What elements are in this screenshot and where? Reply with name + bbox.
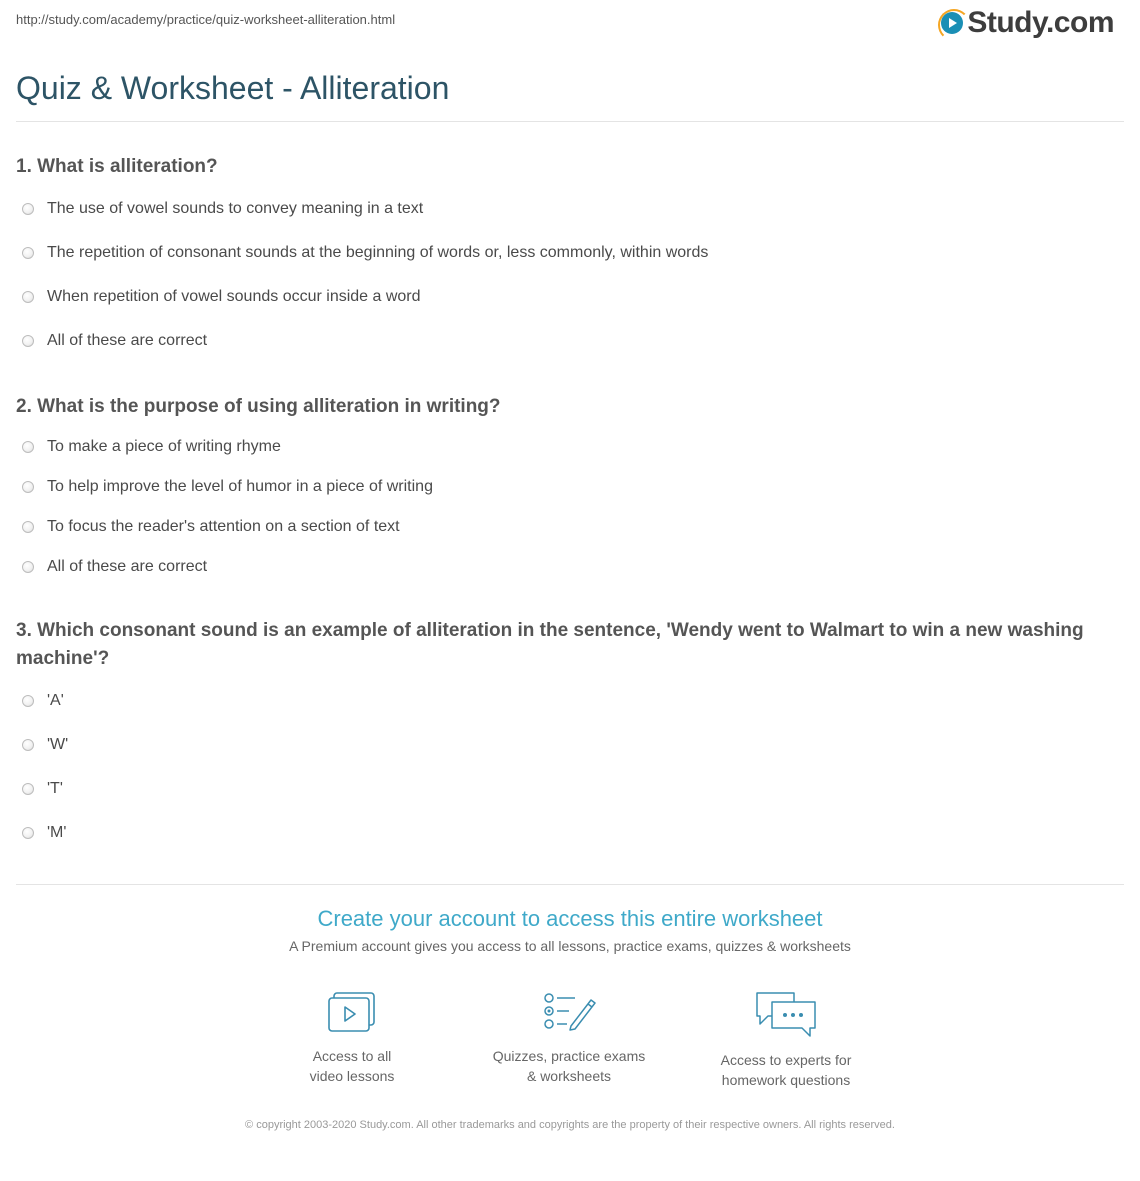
- radio-button[interactable]: [22, 291, 34, 303]
- answer-text: The use of vowel sounds to convey meaning in a text: [47, 200, 424, 217]
- answer-text: All of these are correct: [47, 558, 208, 575]
- answer-text: 'W': [47, 736, 69, 753]
- answer-text: When repetition of vowel sounds occur inside a word: [47, 288, 421, 305]
- answer-text: 'M': [47, 824, 67, 841]
- answer-text: All of these are correct: [47, 332, 208, 349]
- answer-text: The repetition of consonant sounds at the beginning of words or, less commonly, within words: [47, 244, 709, 261]
- feature-label-line: Access to all: [312, 1048, 392, 1064]
- feature-label-line: homework questions: [721, 1072, 851, 1088]
- page-url[interactable]: http://study.com/academy/practice/quiz-worksheet-alliteration.html: [16, 12, 396, 27]
- feature-label-line: & worksheets: [526, 1068, 612, 1084]
- play-logo-icon: [941, 12, 963, 34]
- answer-option[interactable]: [22, 478, 433, 496]
- premium-description: A Premium account gives you access to all lessons, practice exams, quizzes & worksheets: [289, 938, 851, 954]
- feature-video-lessons: [262, 990, 442, 1086]
- answer-option[interactable]: [22, 692, 64, 710]
- question-3: 3. Which consonant sound is an example of alliteration in the sentence, 'Wendy went to Walmart to win a new washing machine'?: [16, 620, 1084, 669]
- answer-option[interactable]: [22, 736, 68, 754]
- radio-button[interactable]: [22, 203, 34, 215]
- question-1: 1. What is alliteration?: [16, 156, 218, 177]
- radio-button[interactable]: [22, 335, 34, 347]
- quiz-checklist-icon: [541, 990, 597, 1036]
- answer-option[interactable]: [22, 200, 423, 218]
- answer-option[interactable]: [22, 558, 207, 576]
- answer-text: 'A': [47, 692, 64, 709]
- feature-label-line: Quizzes, practice exams: [492, 1048, 646, 1064]
- logo-text: Study.com: [967, 6, 1114, 39]
- feature-quizzes: [479, 990, 659, 1086]
- answer-text: To focus the reader's attention on a section of text: [47, 518, 400, 535]
- study-logo[interactable]: [941, 6, 1114, 40]
- radio-button[interactable]: [22, 827, 34, 839]
- feature-label-line: Access to experts for: [720, 1052, 852, 1068]
- answer-text: To help improve the level of humor in a piece of writing: [47, 478, 433, 495]
- expert-chat-icon: [754, 990, 818, 1040]
- radio-button[interactable]: [22, 739, 34, 751]
- answer-option[interactable]: [22, 780, 63, 798]
- copyright-notice: © copyright 2003-2020 Study.com. All other trademarks and copyrights are the property of their respective owners. All rights reserved.: [245, 1119, 895, 1131]
- feature-label-line: video lessons: [309, 1068, 395, 1084]
- question-2: 2. What is the purpose of using alliteration in writing?: [16, 396, 501, 417]
- radio-button[interactable]: [22, 561, 34, 573]
- page-title: Quiz & Worksheet - Alliteration: [16, 70, 450, 106]
- create-account-link[interactable]: Create your account to access this entire worksheet: [317, 906, 823, 931]
- title-divider: [16, 121, 1124, 122]
- answer-option[interactable]: [22, 438, 281, 456]
- answer-option[interactable]: [22, 332, 207, 350]
- radio-button[interactable]: [22, 783, 34, 795]
- radio-button[interactable]: [22, 481, 34, 493]
- answer-text: To make a piece of writing rhyme: [47, 438, 281, 455]
- answer-option[interactable]: [22, 244, 708, 262]
- answer-option[interactable]: [22, 824, 66, 842]
- answer-option[interactable]: [22, 288, 421, 306]
- radio-button[interactable]: [22, 247, 34, 259]
- radio-button[interactable]: [22, 441, 34, 453]
- radio-button[interactable]: [22, 521, 34, 533]
- radio-button[interactable]: [22, 695, 34, 707]
- answer-text: 'T': [47, 780, 63, 797]
- top-bar: [0, 0, 1140, 60]
- answer-option[interactable]: [22, 518, 400, 536]
- feature-experts: [696, 990, 876, 1090]
- questions-divider: [16, 884, 1124, 885]
- video-lessons-icon: [326, 990, 378, 1036]
